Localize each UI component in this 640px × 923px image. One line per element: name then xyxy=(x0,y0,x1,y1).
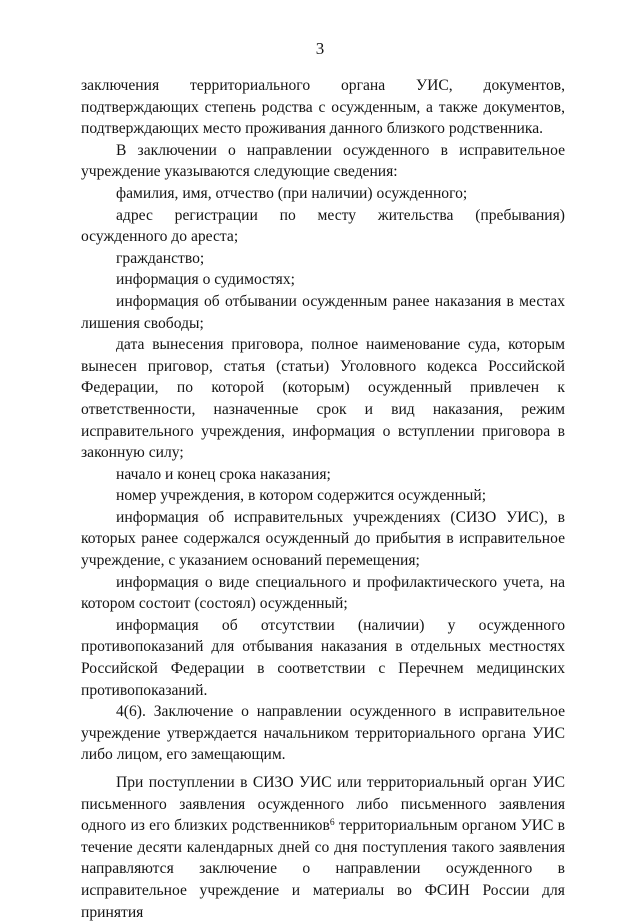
list-item: гражданство; xyxy=(116,249,205,267)
list-item: информация об отбывании осужденным ранее наказания в местах лишения свободы; xyxy=(81,292,565,332)
list-item: информация об отсутствии (наличии) у осужденного противопоказаний для отбывания наказания в отдельных местностях Российской Федерации в соответствии с Перечнем медицинских противопоказаний. xyxy=(81,616,565,699)
list-item: адрес регистрации по месту жительства (пребывания) осужденного до ареста; xyxy=(81,206,565,246)
paragraph: 4(6). Заключение о направлении осужденного в исправительное учреждение утверждается начальником территориального органа УИС либо лицом, его замещающим. xyxy=(81,703,565,764)
list-item: дата вынесения приговора, полное наименование суда, которым вынесен приговор, статья (статьи) Уголовного кодекса Российской Федерации, по которой (которым) осужденный привлечен к ответственности, назначенные срок и вид наказания, режим исправительного учреждения, информация о вступлении приговора в законную силу; xyxy=(81,336,565,462)
paragraph-text-end: территориальным органом УИС в течение десяти календарных дней со дня поступления такого заявления направляются заключение о направлении осужденного в исправительное учреждение и материалы во ФСИН России для принятия xyxy=(81,817,565,921)
paragraph: заключения территориального органа УИС, документов, подтверждающих степень родства с осужденным, а также документов, подтверждающих место проживания данного близкого родственника. xyxy=(81,77,565,138)
list-item: информация об исправительных учреждениях (СИЗО УИС), в которых ранее содержался осужденный до прибытия в исправительное учреждение, с указанием оснований перемещения; xyxy=(81,508,565,570)
list-item: начало и конец срока наказания; xyxy=(116,465,331,483)
list-item: информация о виде специального и профилактического учета, на котором состоит (состоял) осужденный; xyxy=(81,573,565,613)
list-item: номер учреждения, в котором содержится осужденный; xyxy=(116,487,487,505)
paragraph xyxy=(81,772,565,923)
list-item: информация о судимостях; xyxy=(116,271,295,289)
footnote-marker: 6 xyxy=(329,818,335,829)
paragraph: В заключении о направлении осужденного в исправительное учреждение указываются следующие сведения: xyxy=(81,141,565,181)
page-number: 3 xyxy=(315,39,325,58)
list-item: фамилия, имя, отчество (при наличии) осужденного; xyxy=(116,184,468,202)
document-body xyxy=(81,75,565,923)
paragraph-text-start: При поступлении в СИЗО УИС или территориальный орган УИС письменного заявления осужденного либо письменного заявления одного из его близких родственников xyxy=(81,774,565,835)
